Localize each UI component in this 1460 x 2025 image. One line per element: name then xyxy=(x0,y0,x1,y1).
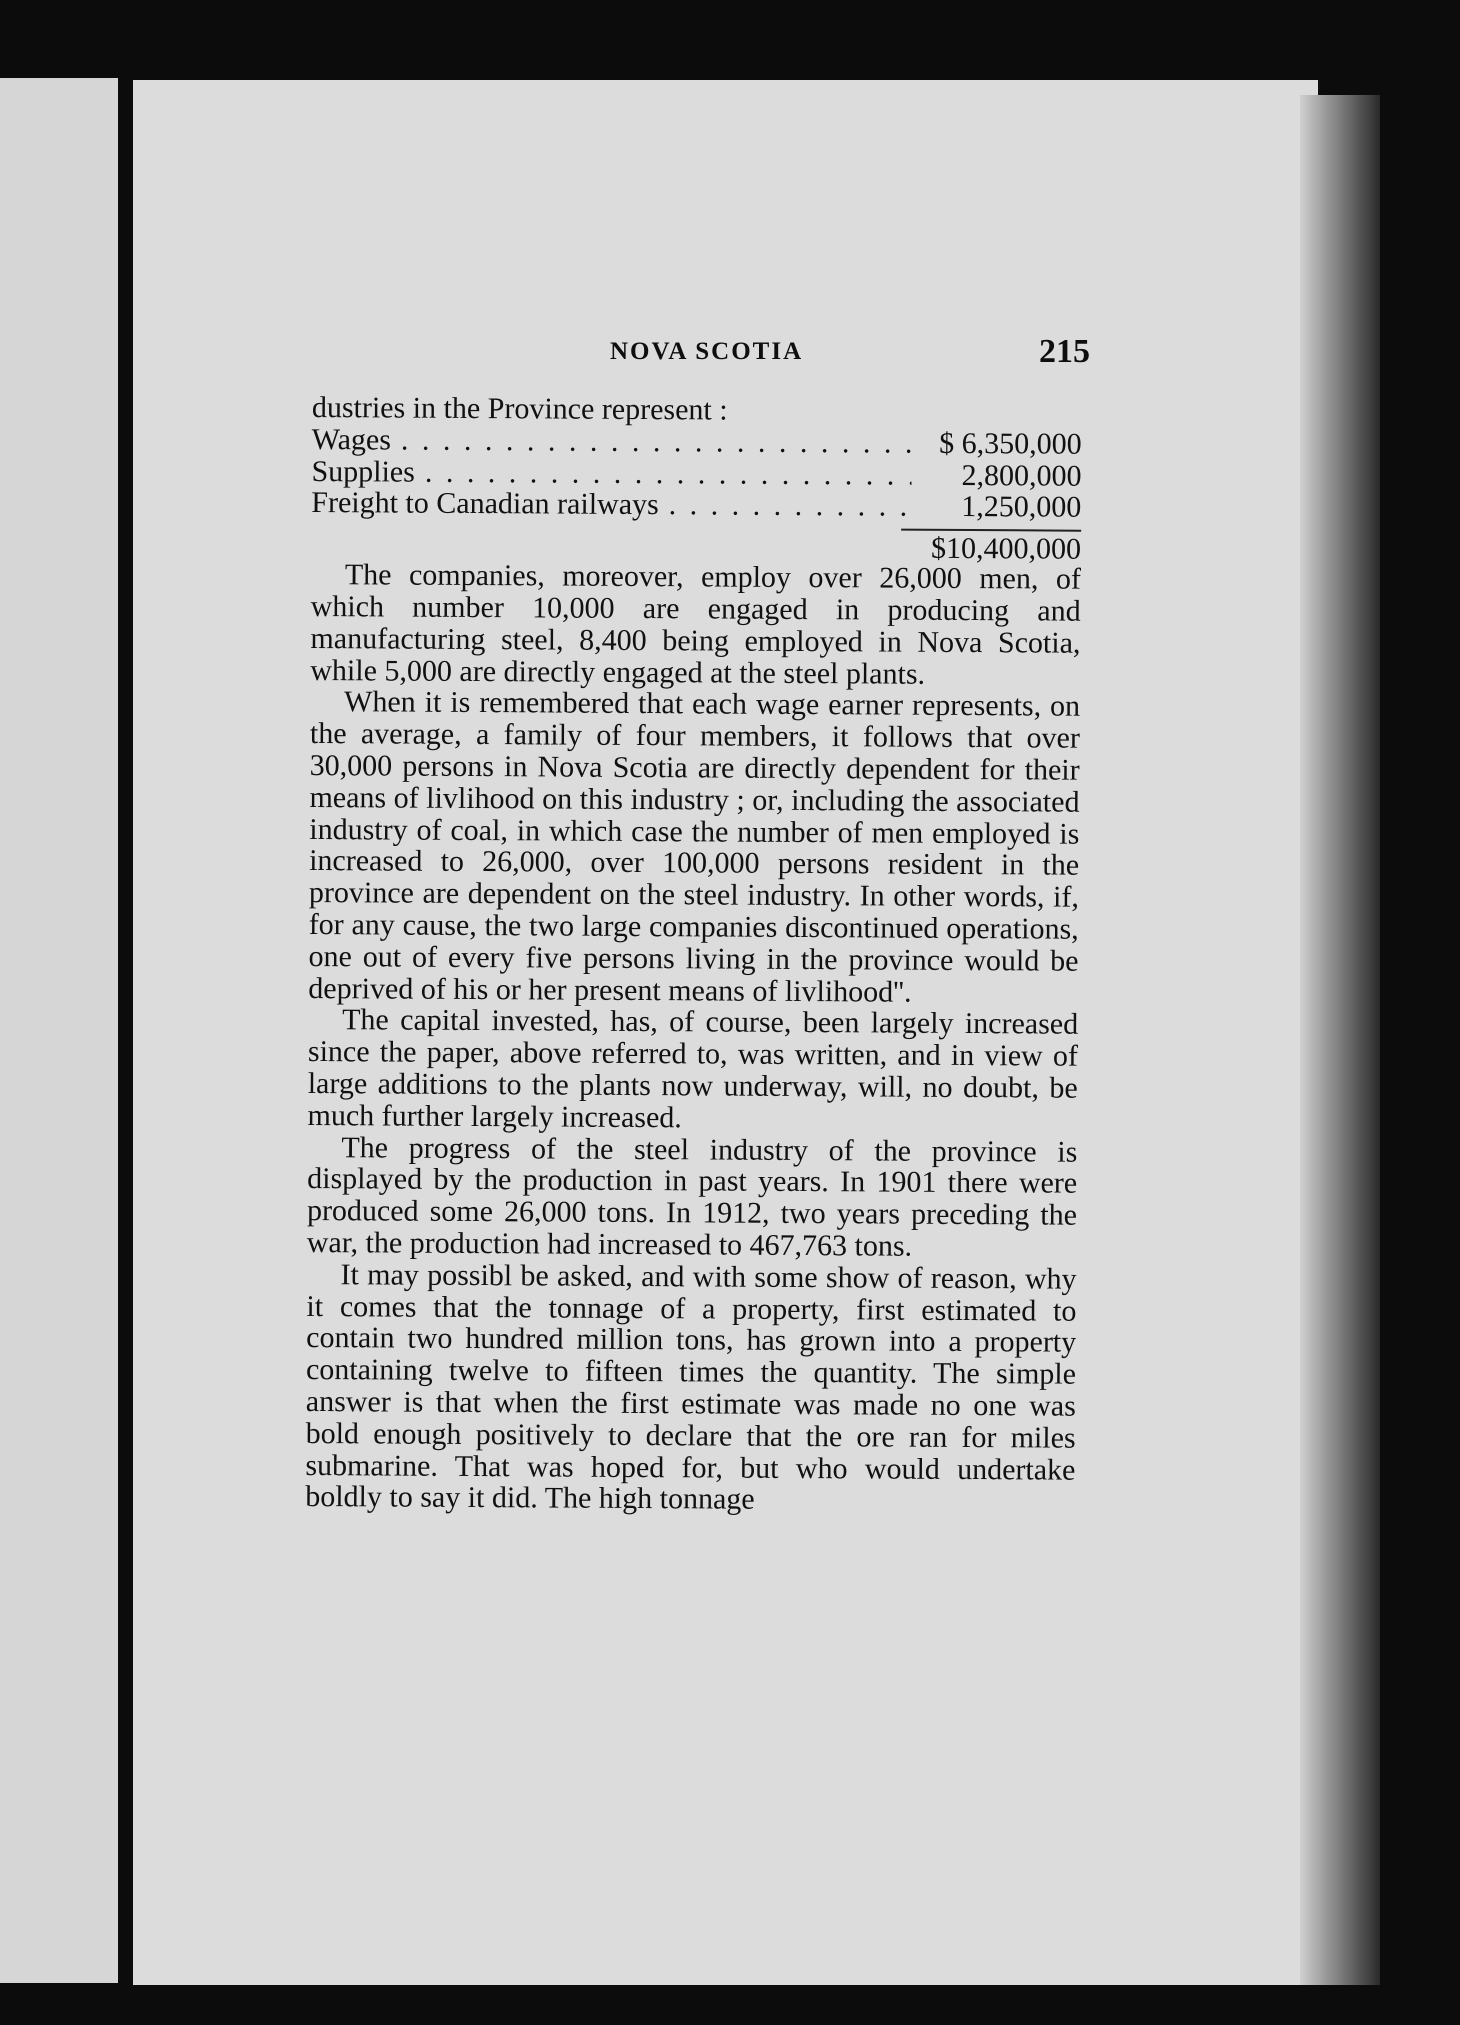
running-title: NOVA SCOTIA xyxy=(610,338,804,365)
paragraph: The capital invested, has, of course, been largely increased since the paper, above referred to, was written, and in view of large additions to the plants now underway, will, no doubt, be much further largely increased. xyxy=(307,1003,1079,1135)
ledger-label: Supplies xyxy=(311,454,415,489)
page-header xyxy=(610,333,1090,375)
page-number: 215 xyxy=(1039,333,1090,370)
facing-page-edge xyxy=(0,78,118,1983)
paragraph: The companies, moreover, employ over 26,000 men, of which number 10,000 are engaged in producing and manufacturing steel, 8,400 being employed in Nova Scotia, while 5,000 are directly engaged at the steel plants. xyxy=(310,558,1081,691)
ledger-label: Wages xyxy=(311,422,392,457)
paragraph: When it is remembered that each wage earner represents, on the average, a family of four members, it follows that over 30,000 persons in Nova Scotia are directly dependent for their means of livlihood on this industry ; or, including the associated industry of coal, in which case the number of men employed is increased to 26,000, over 100,000 persons resident in the province are dependent on the steel industry. In other words, if, for any cause, the two large companies discontinued operations, one out of every five persons living in the province would be deprived of his or her present means of livlihood''. xyxy=(308,685,1081,1009)
ledger-row-wages xyxy=(312,424,1082,460)
intro-line: dustries in the Province represent : xyxy=(311,391,728,427)
expenditure-ledger xyxy=(311,424,1082,564)
paragraph: It may possibl be asked, and with some show of reason, why it comes that the tonnage of a property, first estimated to contain two hundred million tons, has grown into a property containing twelve to fifteen times the quantity. The simple answer is that when the first estimate was made no one was bold enough positively to declare that the ore ran for miles submarine. That was hoped for, but who would undertake boldly to say it did. The high tonnage xyxy=(305,1257,1077,1517)
ledger-amount: $ 6,350,000 xyxy=(939,426,1082,461)
page-gutter-shadow xyxy=(1300,95,1380,1985)
leader-dots xyxy=(425,456,912,491)
ledger-row-freight xyxy=(311,487,1081,523)
body-text xyxy=(305,392,1082,1518)
ledger-amount: 1,250,000 xyxy=(961,490,1082,525)
leader-dots xyxy=(669,490,912,523)
leader-dots xyxy=(401,424,912,459)
ledger-total-amount: $10,400,000 xyxy=(901,529,1081,566)
ledger-amount: 2,800,000 xyxy=(961,458,1082,493)
paragraph: The progress of the steel industry of the province is displayed by the production in past years. In 1901 there were produced some 26,000 tons. In 1912, two years preceding the war, the production had increased to 467,763 tons. xyxy=(306,1130,1078,1263)
ledger-label: Freight to Canadian railways xyxy=(311,486,659,522)
